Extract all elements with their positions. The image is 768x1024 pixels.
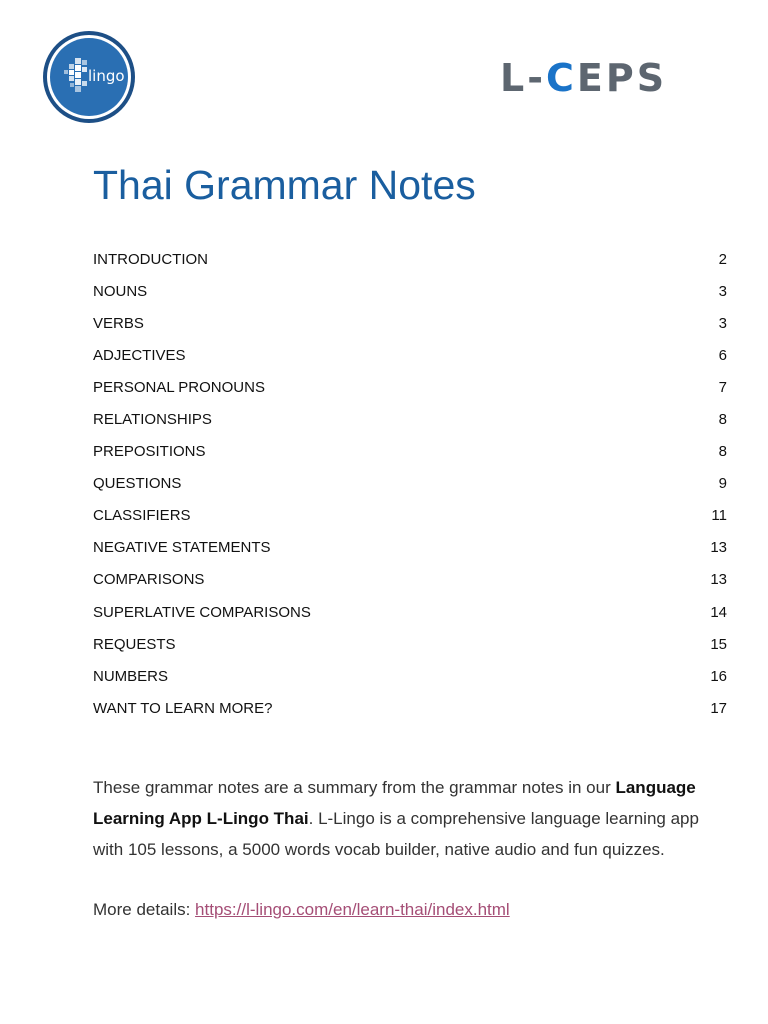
toc-item-page-number: 15 xyxy=(710,635,727,653)
toc-item-label: NEGATIVE STATEMENTS xyxy=(93,539,271,557)
toc-item[interactable] xyxy=(93,275,727,307)
toc-item[interactable] xyxy=(93,468,727,500)
l-ceps-logo xyxy=(498,58,720,98)
more-details-label: More details: xyxy=(93,900,196,919)
toc-item-label: ADJECTIVES xyxy=(93,346,186,364)
toc-item-label: VERBS xyxy=(93,314,144,332)
toc-item-page-number: 8 xyxy=(718,411,727,429)
intro-paragraph xyxy=(93,772,723,865)
toc-item-page-number: 2 xyxy=(718,250,727,268)
l-lingo-logo-icon xyxy=(42,30,136,124)
toc-item-page-number: 14 xyxy=(710,603,727,621)
toc-item[interactable] xyxy=(93,243,727,275)
toc-item[interactable] xyxy=(93,371,727,403)
toc-item[interactable] xyxy=(93,307,727,339)
toc-item-page-number: 13 xyxy=(710,539,727,557)
toc-item-label: COMPARISONS xyxy=(93,571,205,589)
toc-item[interactable] xyxy=(93,339,727,371)
toc-item[interactable] xyxy=(93,564,727,596)
toc-item-page-number: 9 xyxy=(718,475,727,493)
table-of-contents xyxy=(93,243,727,724)
toc-item-label: WANT TO LEARN MORE? xyxy=(93,699,273,717)
toc-item-page-number: 17 xyxy=(710,699,727,717)
toc-item[interactable] xyxy=(93,532,727,564)
toc-item[interactable] xyxy=(93,436,727,468)
toc-item-label: QUESTIONS xyxy=(93,475,182,493)
toc-item[interactable] xyxy=(93,660,727,692)
toc-item-label: NUMBERS xyxy=(93,667,169,685)
intro-text-start: These grammar notes are a summary from the grammar notes in our xyxy=(93,778,616,797)
toc-item[interactable] xyxy=(93,403,727,435)
toc-item-page-number: 7 xyxy=(718,378,727,396)
toc-item[interactable] xyxy=(93,628,727,660)
toc-item-page-number: 13 xyxy=(710,571,727,589)
l-lingo-logo-text: lingo xyxy=(88,67,125,85)
toc-item-page-number: 16 xyxy=(710,667,727,685)
toc-item[interactable] xyxy=(93,692,727,724)
toc-item-label: RELATIONSHIPS xyxy=(93,411,212,429)
toc-item[interactable] xyxy=(93,500,727,532)
toc-item-label: PREPOSITIONS xyxy=(93,443,206,461)
toc-item-label: SUPERLATIVE COMPARISONS xyxy=(93,603,311,621)
toc-item-page-number: 3 xyxy=(718,282,727,300)
toc-item-label: INTRODUCTION xyxy=(93,250,208,268)
toc-item-page-number: 3 xyxy=(718,314,727,332)
toc-item-label: CLASSIFIERS xyxy=(93,507,191,525)
l-ceps-logo-text: L-CEPS xyxy=(500,58,668,98)
toc-item-page-number: 8 xyxy=(718,443,727,461)
toc-item[interactable] xyxy=(93,596,727,628)
toc-item-label: PERSONAL PRONOUNS xyxy=(93,378,265,396)
toc-item-label: REQUESTS xyxy=(93,635,176,653)
intro-app-name: Language Learning App L-Lingo Thai xyxy=(93,778,696,828)
l-lingo-logo xyxy=(42,30,136,124)
toc-item-page-number: 11 xyxy=(711,507,727,525)
toc-item-page-number: 6 xyxy=(718,346,727,364)
page-title: Thai Grammar Notes xyxy=(93,162,476,208)
intro-text-end: . L-Lingo is a comprehensive language learning app with 105 lessons, a 5000 words vocab builder, native audio and fun quizzes. xyxy=(93,809,699,859)
more-details xyxy=(93,894,510,925)
toc-item-label: NOUNS xyxy=(93,282,148,300)
more-details-link[interactable]: https://l-lingo.com/en/learn-thai/index.html xyxy=(195,900,510,919)
l-ceps-logo-icon xyxy=(498,58,720,98)
